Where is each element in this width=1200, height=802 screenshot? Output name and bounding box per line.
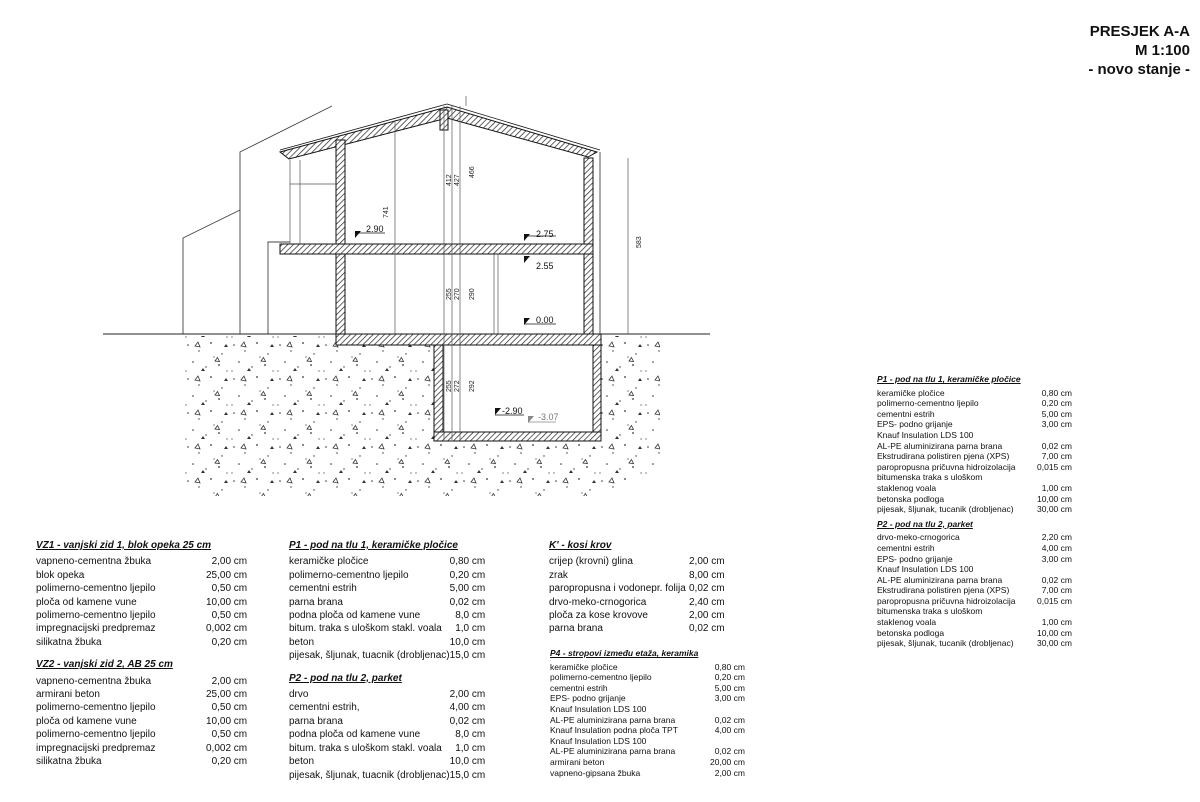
layer-name: betonska podloga [877, 493, 945, 504]
layer-name: bitum. traka s uloškom stakl. voala [289, 742, 442, 754]
legend-row [289, 755, 485, 768]
layer-thickness: 0,02 cm [449, 715, 486, 727]
dim-270: 270 [454, 288, 461, 300]
legend-row [549, 582, 725, 595]
layer-name: parna brana [549, 623, 603, 635]
legend-row [549, 609, 725, 622]
layer-thickness: 0,50 cm [211, 729, 248, 741]
layer-name: bitum. traka s uloškom stakl. voala [289, 623, 442, 635]
layer-thickness [710, 704, 745, 715]
layer-name: staklenog voala [877, 617, 937, 628]
layer-name: parna brana [289, 596, 343, 608]
dim-292: 292 [469, 380, 476, 392]
legend-p4 [550, 648, 745, 778]
legend-row [877, 606, 1072, 617]
legend-row [877, 441, 1072, 452]
layer-name: Knauf Insulation LDS 100 [550, 735, 647, 746]
legend-vz1 [36, 539, 247, 649]
legend-row [289, 715, 485, 728]
legend-row [877, 388, 1072, 399]
legend-row [877, 532, 1072, 543]
layer-name: bitumenska traka s uloškom [877, 606, 983, 617]
layer-thickness: 2,00 cm [689, 556, 725, 568]
layer-name: podna ploča od kamene vune [289, 610, 421, 622]
layer-name: drvo [289, 689, 309, 701]
layer-name: polimerno-cementno ljepilo [36, 583, 156, 595]
layer-thickness [1037, 430, 1072, 441]
layer-thickness: 25,00 cm [206, 569, 248, 581]
layer-thickness: 30,00 cm [1037, 504, 1072, 515]
legend-row [289, 569, 485, 582]
layer-thickness: 0,02 cm [714, 746, 745, 757]
layer-thickness: 2,00 cm [211, 675, 248, 687]
legend-row [877, 462, 1072, 473]
layer-name: Knauf Insulation LDS 100 [877, 564, 974, 575]
layer-thickness: 2,00 cm [449, 689, 486, 701]
layer-name: armirani beton [36, 689, 100, 701]
svg-text:-2.90: -2.90 [502, 406, 523, 416]
layer-name: AL-PE aluminizirana parna brana [550, 714, 676, 725]
layer-name: armirani beton [550, 756, 605, 767]
layer-thickness: 30,00 cm [1037, 638, 1072, 649]
legend-table [549, 555, 725, 635]
layer-thickness: 10,00 cm [206, 715, 248, 727]
legend-row [877, 564, 1072, 575]
legend-row [877, 596, 1072, 607]
layer-thickness: 10,00 cm [206, 596, 248, 608]
layer-thickness: 10,0 cm [449, 636, 486, 648]
svg-text:-3.07: -3.07 [538, 412, 559, 422]
legend-row [36, 742, 247, 755]
dim-466: 466 [469, 166, 476, 178]
layer-thickness: 1,0 cm [455, 623, 486, 635]
layer-thickness: 0,20 cm [714, 672, 745, 683]
layer-thickness: 10,0 cm [449, 756, 486, 768]
layer-thickness: 4,00 cm [714, 725, 745, 736]
layer-thickness: 2,00 cm [211, 556, 248, 568]
layer-thickness: 1,00 cm [1041, 482, 1072, 493]
legend-title: P1 - pod na tlu 1, keramičke pločice [877, 374, 1021, 384]
layer-thickness: 3,00 cm [1041, 553, 1072, 564]
legend-row [289, 701, 485, 714]
layer-thickness [1037, 472, 1072, 483]
layer-thickness: 25,00 cm [206, 689, 248, 701]
layer-name: keramičke pločice [550, 661, 618, 672]
layer-name: impregnacijski predpremaz [36, 742, 156, 754]
legend-row [550, 715, 745, 726]
legend-p1-left [289, 539, 485, 663]
legend-p1-right [877, 374, 1072, 515]
legend-row [36, 569, 247, 582]
layer-name: crijep (krovni) glina [549, 556, 633, 568]
layer-name: keramičke pločice [289, 556, 369, 568]
layer-name: ploča od kamene vune [36, 596, 137, 608]
layer-thickness: 2,40 cm [689, 596, 725, 608]
layer-name: cementni estrih [877, 408, 935, 419]
layer-name: drvo-meko-crnogorica [549, 596, 647, 608]
layer-thickness [1037, 564, 1072, 575]
roof-section [280, 107, 597, 159]
svg-text:0.00: 0.00 [536, 315, 554, 325]
legend-title: P2 - pod na tlu 2, parket [877, 518, 973, 529]
legend-row [550, 768, 745, 779]
layer-thickness [1037, 606, 1072, 617]
layer-name: podna ploča od kamene vune [289, 729, 421, 741]
legend-row [36, 609, 247, 622]
legend-row [549, 596, 725, 609]
layer-name: polimerno-cementno ljepilo [36, 610, 156, 622]
legend-title: VZ2 - vanjski zid 2, AB 25 cm [36, 659, 173, 671]
legend-row [289, 582, 485, 595]
layer-thickness: 15,0 cm [449, 769, 486, 781]
legend-row [549, 622, 725, 635]
legend-p2-right [877, 519, 1072, 649]
legend-row [877, 617, 1072, 628]
layer-name: cementni estrih, [289, 702, 360, 714]
legend-row [877, 430, 1072, 441]
layer-name: pijesak, šljunak, tucanik (drobljenac) [877, 638, 1014, 649]
layer-name: vapneno-cementna žbuka [36, 556, 152, 568]
legend-group-right [877, 374, 1072, 649]
legend-row [877, 504, 1072, 515]
legend-row [36, 688, 247, 701]
legend-row [549, 569, 725, 582]
layer-name: keramičke pločice [877, 387, 945, 398]
layer-thickness [710, 736, 745, 747]
legend-table [289, 555, 485, 662]
layer-thickness: 0,02 cm [1041, 574, 1072, 585]
legend-row [550, 693, 745, 704]
legend-row [877, 628, 1072, 639]
layer-thickness: 0,20 cm [449, 569, 486, 581]
legend-row [36, 636, 247, 649]
layer-thickness: 15,0 cm [449, 650, 486, 662]
legend-row [36, 675, 247, 688]
layer-thickness: 0,02 cm [714, 714, 745, 725]
layer-thickness: 0,02 cm [449, 596, 486, 608]
layer-name: polimerno-cementno ljepilo [877, 398, 979, 409]
layer-name: polimerno-cementno ljepilo [36, 729, 156, 741]
legend-row [550, 662, 745, 673]
layer-thickness: 8,0 cm [455, 610, 486, 622]
layer-thickness: 3,00 cm [1041, 419, 1072, 430]
level-marker-attic [355, 224, 385, 238]
legend-row [36, 701, 247, 714]
legend-title: P1 - pod na tlu 1, keramičke pločice [289, 540, 458, 551]
layer-thickness: 0,80 cm [714, 661, 745, 672]
legend-table [36, 675, 247, 769]
layer-thickness: 0,80 cm [1041, 387, 1072, 398]
layer-name: cementni estrih [550, 682, 608, 693]
layer-thickness: 0,02 cm [689, 623, 725, 635]
legend-table [550, 662, 745, 779]
legend-row [550, 683, 745, 694]
layer-name: pijesak, šljunak, tuacnik (drobljenac) [289, 769, 450, 781]
layer-name: pijesak, šljunak, tucanik (drobljenac) [877, 504, 1014, 515]
layer-name: ploča od kamene vune [36, 715, 137, 727]
legend-row [289, 555, 485, 568]
layer-name: ploča za kose krovove [549, 610, 648, 622]
legend-row [877, 483, 1072, 494]
layer-name: vapneno-cementna žbuka [36, 675, 152, 687]
layer-name: EPS- podno grijanje [550, 693, 626, 704]
layer-thickness: 0,02 cm [1041, 440, 1072, 451]
layer-name: Knauf Insulation podna ploča TPT [550, 725, 678, 736]
layer-thickness: 0,20 cm [211, 756, 248, 768]
legend-title: P4 - stropovi između etaža, keramika [550, 648, 699, 658]
level-marker-upper-bottom [524, 256, 554, 271]
layer-name: pijesak, šljunak, tuacnik (drobljenac) [289, 650, 450, 662]
layer-name: Ekstrudirana polistiren pjena (XPS) [877, 451, 1010, 462]
layer-thickness: 2,20 cm [1041, 532, 1072, 543]
legend-group-floors [289, 539, 485, 782]
layer-name: Knauf Insulation LDS 100 [550, 703, 647, 714]
legend-row [550, 704, 745, 715]
layer-name: paropropusna i vodonepr. folija [549, 583, 686, 595]
layer-thickness: 0,80 cm [449, 556, 486, 568]
legend-row [289, 649, 485, 662]
layer-thickness: 1,00 cm [1041, 617, 1072, 628]
legend-row [289, 688, 485, 701]
layer-name: polimerno-cementno ljepilo [550, 672, 652, 683]
layer-name: zrak [549, 569, 568, 581]
legend-row [877, 451, 1072, 462]
legend-p2-left [289, 672, 485, 782]
legend-row [289, 609, 485, 622]
legend-row [550, 672, 745, 683]
legend-row [289, 636, 485, 649]
legend-row [36, 596, 247, 609]
layer-name: beton [289, 636, 315, 648]
layer-name: parna brana [289, 715, 343, 727]
legend-row [877, 398, 1072, 409]
layer-thickness: 0,02 cm [689, 583, 725, 595]
dim-412: 412 [446, 174, 453, 186]
layer-thickness: 8,0 cm [455, 729, 486, 741]
layer-thickness: 4,00 cm [1041, 542, 1072, 553]
layer-thickness: 2,00 cm [714, 767, 745, 778]
layer-thickness: 0,015 cm [1037, 595, 1072, 606]
layer-name: bitumenska traka s uloškom [877, 472, 983, 483]
dim-290: 290 [469, 288, 476, 300]
legend-row [550, 736, 745, 747]
layer-thickness: 0,50 cm [211, 702, 248, 714]
layer-thickness: 5,00 cm [714, 682, 745, 693]
legend-table [289, 688, 485, 782]
layer-name: beton [289, 756, 315, 768]
svg-text:2.55: 2.55 [536, 261, 554, 271]
layer-thickness: 7,00 cm [1041, 585, 1072, 596]
legend-title: VZ1 - vanjski zid 1, blok opeka 25 cm [36, 540, 212, 551]
legend-row [289, 742, 485, 755]
legend-row [36, 582, 247, 595]
legend-table [36, 555, 247, 649]
drawing-scale: M 1:100 [1134, 42, 1190, 59]
legend-row [289, 622, 485, 635]
legend-k1 [549, 539, 725, 636]
legend-row [550, 757, 745, 768]
legend-row [289, 596, 485, 609]
layer-thickness: 4,00 cm [449, 702, 486, 714]
layer-thickness: 0,002 cm [206, 623, 248, 635]
layer-thickness: 3,00 cm [714, 693, 745, 704]
legend-row [877, 419, 1072, 430]
layer-name: paropropusna pričuvna hidroizolacija [877, 595, 1016, 606]
layer-name: cementni estrih [877, 542, 935, 553]
dim-255a: 255 [446, 288, 453, 300]
svg-text:2.75: 2.75 [536, 229, 554, 239]
dim-741: 741 [383, 206, 390, 218]
layer-name: Ekstrudirana polistiren pjena (XPS) [877, 585, 1010, 596]
legend-row [877, 494, 1072, 505]
layer-thickness: 7,00 cm [1041, 451, 1072, 462]
dim-272: 272 [454, 380, 461, 392]
layer-name: AL-PE aluminizirana parna brana [877, 440, 1003, 451]
layer-thickness: 10,00 cm [1037, 627, 1072, 638]
layer-thickness: 0,002 cm [206, 742, 248, 754]
layer-thickness: 0,20 cm [1041, 398, 1072, 409]
drawing-title: PRESJEK A-A [1089, 23, 1190, 40]
legend-row [877, 575, 1072, 586]
legend-row [36, 622, 247, 635]
layer-thickness: 20,00 cm [710, 756, 745, 767]
legend-row [289, 728, 485, 741]
legend-row [877, 472, 1072, 483]
layer-thickness: 0,015 cm [1037, 461, 1072, 472]
layer-thickness: 0,50 cm [211, 610, 248, 622]
layer-name: betonska podloga [877, 627, 945, 638]
layer-name: polimerno-cementno ljepilo [36, 702, 156, 714]
layer-thickness: 2,00 cm [689, 610, 725, 622]
legend-row [36, 755, 247, 768]
layer-name: polimerno-cementno ljepilo [289, 569, 409, 581]
layer-name: drvo-meko-crnogorica [877, 532, 960, 543]
legend-row [36, 555, 247, 568]
dim-583: 583 [636, 236, 643, 248]
layer-thickness: 5,00 cm [1041, 408, 1072, 419]
layer-thickness: 0,20 cm [211, 636, 248, 648]
legend-row [877, 585, 1072, 596]
layer-name: EPS- podno grijanje [877, 419, 953, 430]
legend-row [877, 543, 1072, 554]
layer-thickness: 1,0 cm [455, 742, 486, 754]
layer-name: silikatna žbuka [36, 756, 102, 768]
layer-name: AL-PE aluminizirana parna brana [550, 746, 676, 757]
drawing-status: - novo stanje - [1088, 61, 1190, 78]
layer-thickness: 5,00 cm [449, 583, 486, 595]
layer-name: cementni estrih [289, 583, 357, 595]
layer-name: impregnacijski predpremaz [36, 623, 156, 635]
dim-255b: 255 [446, 380, 453, 392]
layer-name: AL-PE aluminizirana parna brana [877, 574, 1003, 585]
legend-row [36, 715, 247, 728]
layer-name: Knauf Insulation LDS 100 [877, 429, 974, 440]
legend-row [36, 728, 247, 741]
legend-table [877, 388, 1072, 515]
level-marker-upper-top [524, 229, 556, 241]
layer-name: blok opeka [36, 569, 85, 581]
layer-name: EPS- podno grijanje [877, 553, 953, 564]
svg-text:2.90: 2.90 [366, 224, 384, 234]
legend-vz2 [36, 658, 247, 768]
legend-row [877, 638, 1072, 649]
level-marker-ground [524, 315, 556, 325]
legend-row [877, 409, 1072, 420]
dim-427: 427 [454, 174, 461, 186]
layer-thickness: 0,50 cm [211, 583, 248, 595]
layer-name: staklenog voala [877, 482, 937, 493]
legend-row [549, 555, 725, 568]
legend-row [877, 554, 1072, 565]
legend-group-walls [36, 539, 247, 769]
layer-name: vapneno-gipsana žbuka [550, 767, 641, 778]
legend-row [550, 725, 745, 736]
legend-table [877, 532, 1072, 649]
layer-name: paropropusna pričuvna hidroizolacija [877, 461, 1016, 472]
legend-title: P2 - pod na tlu 2, parket [289, 672, 402, 684]
layer-name: silikatna žbuka [36, 636, 102, 648]
legend-row [550, 746, 745, 757]
legend-title: K' - kosi krov [549, 540, 612, 551]
layer-thickness: 8,00 cm [689, 569, 725, 581]
legend-row [289, 769, 485, 782]
layer-thickness: 10,00 cm [1037, 493, 1072, 504]
